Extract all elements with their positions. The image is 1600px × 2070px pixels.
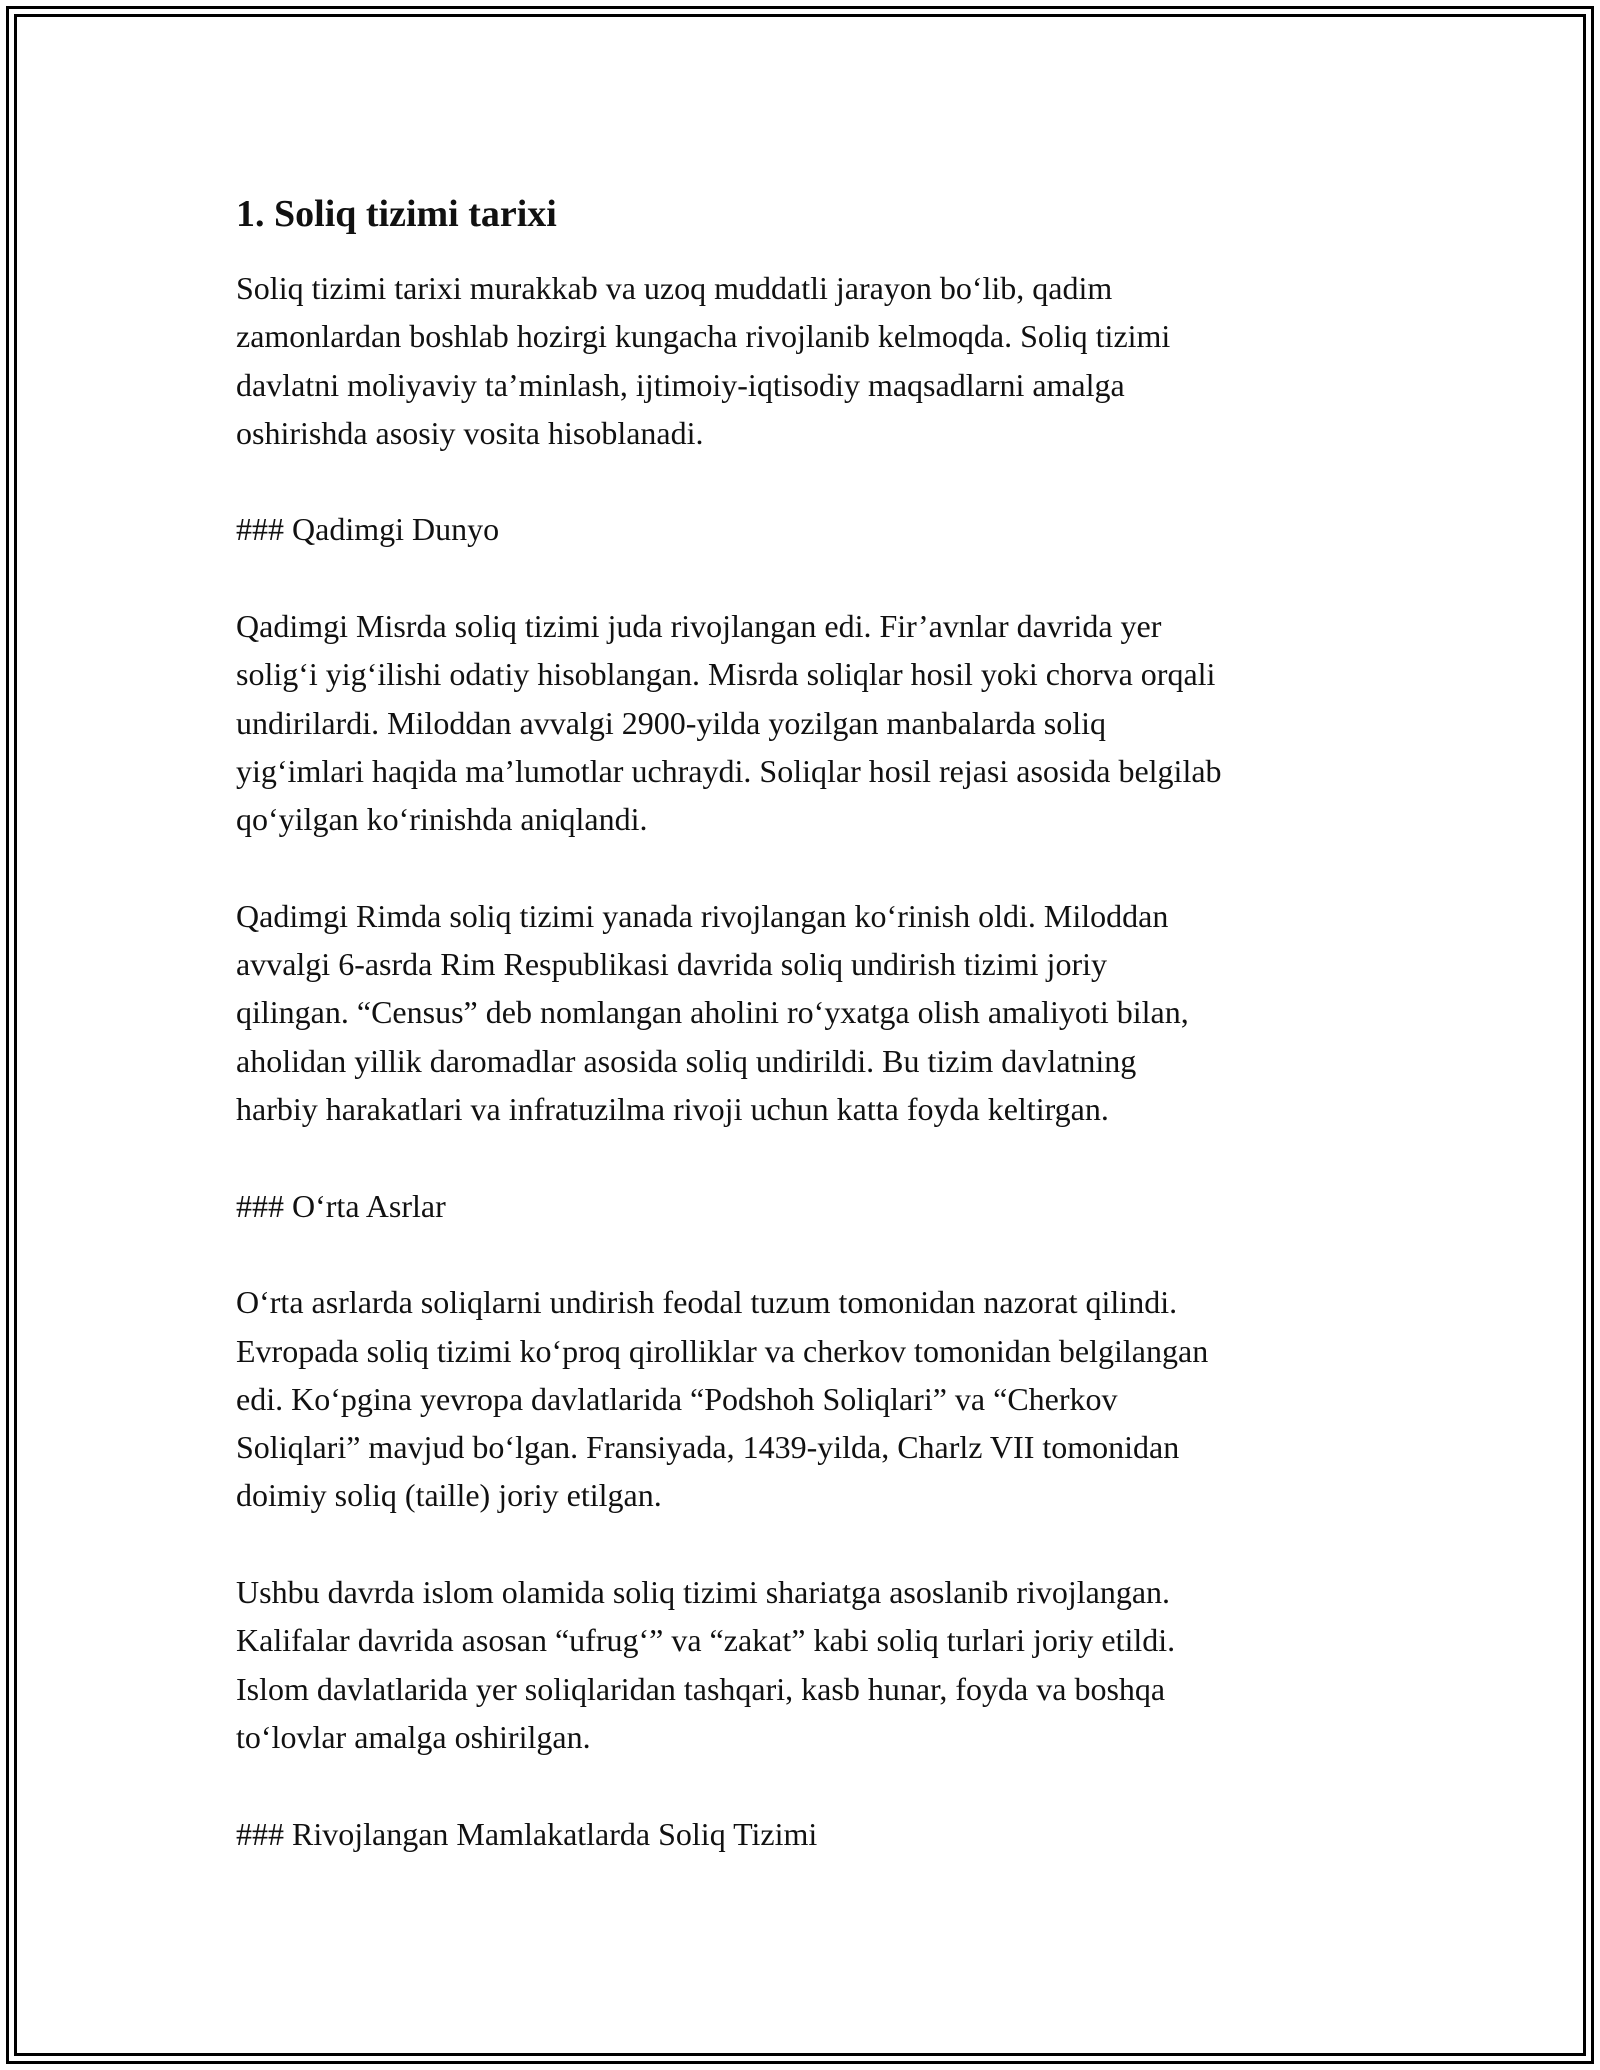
text-line: doimiy soliq (taille) joriy etilgan. <box>236 1477 662 1514</box>
text-line: avvalgi 6-asrda Rim Respublikasi davrida soliq undirish tizimi joriy <box>236 946 1107 983</box>
section-heading-qadimgi-dunyo <box>236 505 1386 553</box>
section-heading-rivojlangan <box>236 1810 1386 1858</box>
text-line: ### Rivojlangan Mamlakatlarda Soliq Tizimi <box>236 1815 818 1852</box>
text-line: Ushbu davrda islom olamida soliq tizimi shariatga asoslanib rivojlangan. <box>236 1574 1171 1611</box>
text-line: aholidan yillik daromadlar asosida soliq undirildi. Bu tizim davlatning <box>236 1042 1137 1079</box>
text-line: undirilardi. Miloddan avvalgi 2900-yilda yozilgan manbalarda soliq <box>236 704 1107 741</box>
text-line: Kalifalar davrida asosan “ufrug‘” va “zakat” kabi soliq turlari joriy etildi. <box>236 1622 1176 1659</box>
text-line: davlatni moliyaviy ta’minlash, ijtimoiy-iqtisodiy maqsadlarni amalga <box>236 366 1125 403</box>
paragraph-misr <box>236 602 1386 843</box>
text-line: Soliqlari” mavjud bo‘lgan. Fransiyada, 1439-yilda, Charlz VII tomonidan <box>236 1429 1180 1466</box>
text-line: harbiy harakatlari va infratuzilma rivoji uchun katta foyda keltirgan. <box>236 1091 1109 1128</box>
text-line: ### Qadimgi Dunyo <box>236 511 500 548</box>
text-line: solig‘i yig‘ilishi odatiy hisoblangan. Misrda soliqlar hosil yoki chorva orqali <box>236 656 1216 693</box>
section-heading-orta-asrlar <box>236 1182 1386 1230</box>
text-line: Soliq tizimi tarixi murakkab va uzoq muddatli jarayon bo‘lib, qadim <box>236 270 1113 306</box>
paragraph-rim <box>236 892 1386 1133</box>
document-title: 1. Soliq tizimi tarixi <box>236 193 557 235</box>
text-line: yig‘imlari haqida ma’lumotlar uchraydi. Soliqlar hosil rejasi asosida belgilab <box>236 752 1222 789</box>
text-line: Qadimgi Misrda soliq tizimi juda rivojlangan edi. Fir’avnlar davrida yer <box>236 608 1162 645</box>
text-line: O‘rta asrlarda soliqlarni undirish feodal tuzum tomonidan nazorat qilindi. <box>236 1284 1178 1321</box>
text-line: Qadimgi Rimda soliq tizimi yanada rivojlangan ko‘rinish oldi. Miloddan <box>236 897 1169 934</box>
text-line: oshirishda asosiy vosita hisoblanadi. <box>236 414 704 451</box>
text-line: to‘lovlar amalga oshirilgan. <box>236 1718 591 1755</box>
document-body <box>236 186 1386 1906</box>
text-line: qilingan. “Census” deb nomlangan aholini ro‘yxatga olish amaliyoti bilan, <box>236 994 1189 1031</box>
paragraph-orta-asrlar <box>236 1278 1386 1519</box>
intro-paragraph <box>236 264 1386 457</box>
text-line: Evropada soliq tizimi ko‘proq qirolliklar va cherkov tomonidan belgilangan <box>236 1332 1209 1369</box>
text-line: qo‘yilgan ko‘rinishda aniqlandi. <box>236 801 648 838</box>
text-line: edi. Ko‘pgina yevropa davlatlarida “Podshoh Soliqlari” va “Cherkov <box>236 1380 1118 1417</box>
text-line: ### O‘rta Asrlar <box>236 1187 446 1224</box>
text-line: zamonlardan boshlab hozirgi kungacha rivojlanib kelmoqda. Soliq tizimi <box>236 318 1171 355</box>
paragraph-islom <box>236 1568 1386 1761</box>
text-line: Islom davlatlarida yer soliqlaridan tashqari, kasb hunar, foyda va boshqa <box>236 1670 1166 1707</box>
